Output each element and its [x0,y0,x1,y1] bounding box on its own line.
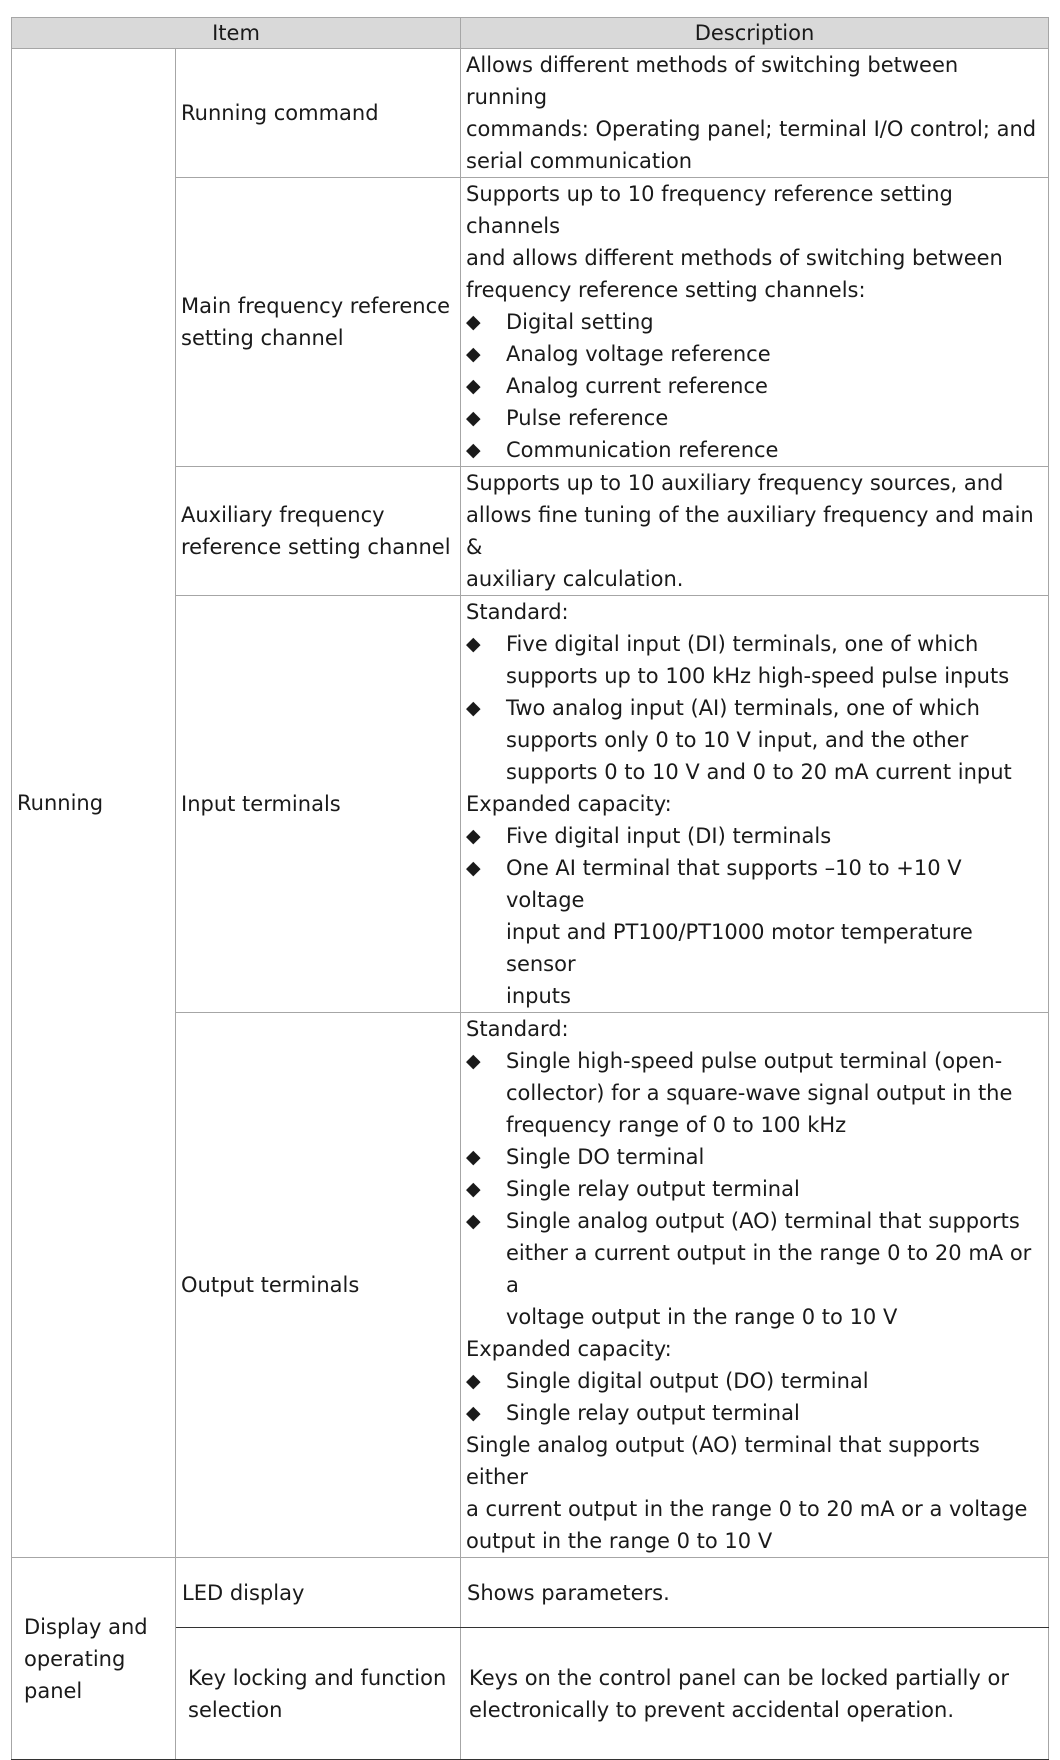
diamond-bullet-icon: ◆ [466,633,481,655]
category-display-operating-panel: Display and operating panel [12,1558,176,1760]
list-item: ◆ Digital setting [466,306,1043,338]
diamond-bullet-icon: ◆ [466,343,481,365]
diamond-bullet-icon: ◆ [466,1210,481,1232]
list-item: ◆ Analog current reference [466,370,1043,402]
table-header-row [12,18,1049,49]
diamond-bullet-icon: ◆ [466,857,481,879]
item-output-terminals: Output terminals [176,1013,461,1558]
diamond-bullet-icon: ◆ [466,1370,481,1392]
category-running: Running [12,49,176,1558]
list-item: ◆ Single relay output terminal [466,1173,1043,1205]
list-item: ◆ Single digital output (DO) terminal [466,1365,1043,1397]
header-item: Item [12,18,461,49]
diamond-bullet-icon: ◆ [466,407,481,429]
table-row [12,1558,1049,1628]
list-item: ◆ Analog voltage reference [466,338,1043,370]
desc-running-command: Allows different methods of switching between running commands: Operating panel; terminal I/O control; and serial communication [461,49,1049,178]
list-item: ◆ One AI terminal that supports –10 to +10 V voltage input and PT100/PT1000 motor temperature sensor inputs [466,852,1043,1012]
diamond-bullet-icon: ◆ [466,311,481,333]
list-item: ◆ Single high-speed pulse output terminal (open- collector) for a square-wave signal output in the frequency range of 0 to 100 kHz [466,1045,1043,1141]
diamond-bullet-icon: ◆ [466,1402,481,1424]
list-item: ◆ Single DO terminal [466,1141,1043,1173]
desc-auxiliary-frequency-reference: Supports up to 10 auxiliary frequency sources, and allows fine tuning of the auxiliary frequency and main & auxiliary calculation. [461,467,1049,596]
diamond-bullet-icon: ◆ [466,825,481,847]
header-description: Description [461,18,1049,49]
desc-input-terminals: Standard: ◆ Five digital input (DI) terminals, one of which supports up to 100 kHz high-speed pulse inputs ◆ Two analog input (AI) terminals, one of which supports only 0 to 10 V input, and the other supports 0 to 10 V and 0 to 20 mA current input Expanded capacity: ◆ Five digital input (DI) terminals ◆ One AI terminal that supports –10 to +10 V voltage input and PT100/PT1000 motor temperature sensor inputs [461,596,1049,1013]
list-item: ◆ Two analog input (AI) terminals, one of which supports only 0 to 10 V input, and the other supports 0 to 10 V and 0 to 20 mA current input [466,692,1043,788]
spec-table [11,17,1049,1760]
diamond-bullet-icon: ◆ [466,1178,481,1200]
desc-key-locking: Keys on the control panel can be locked partially or electronically to prevent accidental operation. [461,1628,1049,1760]
table-row [12,49,1049,178]
list-item: ◆ Single relay output terminal [466,1397,1043,1429]
list-item: ◆ Communication reference [466,434,1043,466]
item-auxiliary-frequency-reference: Auxiliary frequency reference setting channel [176,467,461,596]
desc-led-display: Shows parameters. [461,1558,1049,1628]
item-led-display: LED display [176,1558,461,1628]
list-item: ◆ Pulse reference [466,402,1043,434]
list-item: ◆ Five digital input (DI) terminals [466,820,1043,852]
diamond-bullet-icon: ◆ [466,439,481,461]
item-main-frequency-reference: Main frequency reference setting channel [176,178,461,467]
item-key-locking: Key locking and function selection [176,1628,461,1760]
desc-main-frequency-reference: Supports up to 10 frequency reference setting channels and allows different methods of switching between frequency reference setting channels: ◆ Digital setting ◆ Analog voltage reference ◆ Analog current reference ◆ Pulse reference ◆ Communication reference [461,178,1049,467]
item-input-terminals: Input terminals [176,596,461,1013]
diamond-bullet-icon: ◆ [466,1050,481,1072]
list-item: ◆ Single analog output (AO) terminal that supports either a current output in the range 0 to 20 mA or a voltage output in the range 0 to 10 V [466,1205,1043,1333]
diamond-bullet-icon: ◆ [466,1146,481,1168]
item-running-command: Running command [176,49,461,178]
desc-output-terminals: Standard: ◆ Single high-speed pulse output terminal (open- collector) for a square-wave signal output in the frequency range of 0 to 100 kHz ◆ Single DO terminal ◆ Single relay output terminal ◆ Single analog output (AO) terminal that supports either a current output in the range 0 to 20 mA or a voltage output in the range 0 to 10 V Expanded capacity: ◆ Single digital output (DO) terminal ◆ Single relay output terminal Single analog output (AO) terminal that supports either a current output in the range 0 to 20 mA or a voltage output in the range 0 to 10 V [461,1013,1049,1558]
diamond-bullet-icon: ◆ [466,697,481,719]
list-item: ◆ Five digital input (DI) terminals, one of which supports up to 100 kHz high-speed pulse inputs [466,628,1043,692]
diamond-bullet-icon: ◆ [466,375,481,397]
